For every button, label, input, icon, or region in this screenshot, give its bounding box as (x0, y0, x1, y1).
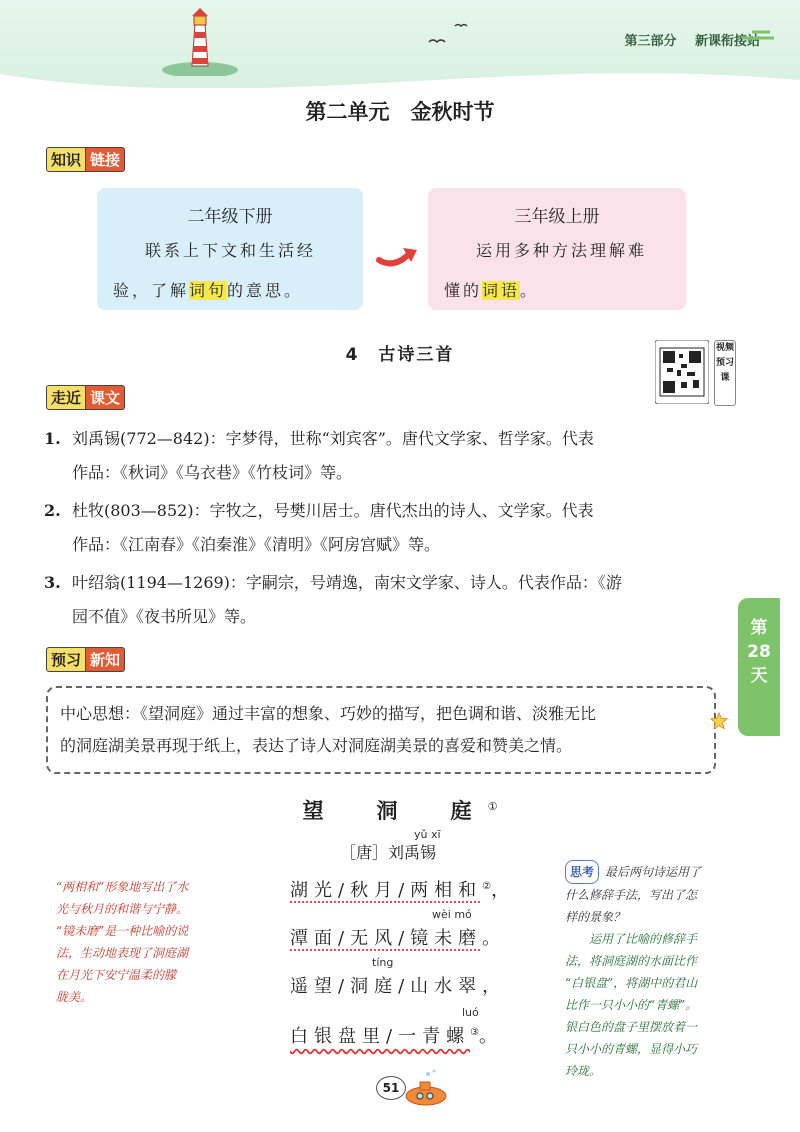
preview-tag-a: 预习 (46, 647, 86, 672)
intro-tag-a: 走近 (46, 385, 86, 410)
poem-line-end: ， (491, 880, 516, 901)
author-item-1 (44, 422, 724, 490)
left-note-line: “镜未磨”是一种比喻的说 (56, 924, 189, 938)
question-line: 最后两句诗运用了 (605, 865, 702, 879)
line3-pinyin: tíng (372, 956, 394, 969)
line2-pinyin: wèi mó (432, 908, 472, 921)
answer-line: “白银盘”，将湖中的君山 (565, 976, 698, 990)
poem-line-note: ② (482, 881, 492, 892)
author-item-line2: 园不值》《夜书所见》等。 (72, 607, 257, 626)
poem-line-2 (290, 924, 506, 950)
poem-line-1 (290, 876, 515, 902)
preview-tag-b: 新知 (86, 647, 125, 672)
day-side-tab[interactable] (738, 598, 780, 736)
left-note-line: 在月光下安宁温柔的朦 (56, 968, 177, 982)
unit-title: 第二单元 金秋时节 (305, 100, 495, 124)
intro-tag (46, 384, 125, 410)
banner-wave (0, 60, 800, 100)
left-note-line: 光与秋月的和谐与宁静。 (56, 902, 189, 916)
intro-tag-b: 课文 (86, 385, 125, 410)
poem-line-end: ， (482, 976, 507, 997)
poem-line-text: 湖光/秋月/两相和 (290, 880, 483, 901)
lighthouse-icon (160, 6, 240, 76)
day-tab-line3: 天 (750, 666, 768, 686)
qr-label: 视频预习课 (714, 340, 736, 406)
author-item-line1: 叶绍翁(1194—1269)：字嗣宗，号靖逸，南宋文学家、诗人。代表作品：《游 (72, 573, 622, 592)
author-item-2 (44, 494, 724, 562)
left-note-line: 法，生动地表现了洞庭湖 (56, 946, 189, 960)
poem-line-end: 。 (482, 928, 507, 949)
grade-two-text (97, 227, 363, 311)
poem-line-end: 。 (479, 1026, 504, 1047)
left-annotation (56, 876, 224, 1008)
submarine-icon (398, 1068, 450, 1108)
header-decoration-icon (738, 26, 778, 44)
poem-line-note: ③ (470, 1027, 480, 1038)
answer-line: 法，将洞庭湖的水面比作 (565, 954, 698, 968)
answer-line: 玲珑。 (565, 1064, 602, 1078)
poem-title-text: 望 洞 庭 (302, 799, 488, 823)
central-idea-box (46, 686, 716, 774)
author-item-line2: 作品：《江南春》《泊秦淮》《清明》《阿房宫赋》等。 (72, 535, 441, 554)
grade-two-line1: 联系上下文和生活经 (145, 241, 317, 260)
author-item-number: 2. (44, 501, 61, 520)
author-item-number: 3. (44, 573, 61, 592)
answer-line: 运用了比喻的修辞手 (589, 932, 698, 946)
poem-line-text: 遥望/洞庭/山水翠 (290, 976, 483, 997)
author-item-line1: 杜牧(803—852)：字牧之，号樊川居士。唐代杰出的诗人、文学家。代表 (72, 501, 594, 520)
author-item-number: 1. (44, 429, 61, 448)
grade-three-box (428, 188, 686, 310)
answer-line: 只小小的青螺，显得小巧 (565, 1042, 698, 1056)
qr-code-icon[interactable] (655, 340, 709, 404)
star-icon (710, 712, 728, 730)
grade-three-title: 三年级上册 (514, 207, 600, 227)
question-line: 样的景象？ (565, 910, 626, 924)
page-number: 51 (376, 1076, 406, 1100)
central-idea-line2: 的洞庭湖美景再现于纸上，表达了诗人对洞庭湖美景的喜爱和赞美之情。 (60, 736, 573, 755)
poem-title-note: ① (487, 800, 498, 813)
knowledge-tag-a: 知识 (46, 147, 86, 172)
header-part: 第三部分 (624, 34, 677, 49)
preview-tag (46, 646, 125, 672)
grade-two-box (97, 188, 363, 310)
grade-three-highlight: 词语 (482, 281, 521, 300)
birds-icon (425, 18, 475, 48)
grade-two-title: 二年级下册 (187, 207, 273, 227)
poem-author: ［唐］刘禹锡 (340, 843, 437, 862)
grade-two-highlight: 词句 (189, 281, 228, 300)
grade-two-line2-post: 的意思。 (227, 281, 304, 300)
day-tab-line1: 第 (750, 618, 768, 638)
grade-three-text (428, 227, 686, 311)
author-item-line2: 作品：《秋词》《乌衣巷》《竹枝词》等。 (72, 463, 353, 482)
poem-title (0, 795, 800, 825)
left-note-line: “两相和”形象地写出了水 (56, 880, 189, 894)
grade-two-line2-pre: 验，了解 (113, 281, 190, 300)
author-pinyin: yǔ xī (414, 828, 441, 841)
grade-three-line2-pre: 懂的 (444, 281, 483, 300)
grade-three-line1: 运用多种方法理解难 (476, 241, 648, 260)
central-idea-line1: 中心思想：《望洞庭》通过丰富的想象、巧妙的描写，把色调和谐、淡雅无比 (60, 704, 597, 723)
line4-pinyin: luó (462, 1006, 479, 1019)
lesson-title: 4 古诗三首 (345, 345, 455, 365)
knowledge-tag-b: 链接 (86, 147, 125, 172)
poem-line-text: 白银盘里/一青螺 (290, 1026, 471, 1047)
poem-line-text: 潭面/无风/镜未磨 (290, 928, 483, 949)
arrow-right-icon (375, 240, 421, 270)
grade-three-line2-post: 。 (520, 281, 540, 300)
poem-line-4 (290, 1022, 503, 1048)
left-note-line: 胧美。 (56, 990, 93, 1004)
author-item-line1: 刘禹锡(772—842)：字梦得，世称“刘宾客”。唐代文学家、哲学家。代表 (72, 429, 594, 448)
knowledge-link-tag (46, 146, 125, 172)
author-item-3 (44, 566, 724, 634)
think-tag: 思考 (565, 860, 599, 884)
question-line: 什么修辞手法，写出了怎 (565, 888, 698, 902)
answer-line: 银白色的盘子里摆放着一 (565, 1020, 698, 1034)
header-section: 新课衔接站 (694, 34, 760, 49)
day-tab-line2: 28 (747, 642, 771, 662)
poem-line-3 (290, 972, 506, 998)
right-annotation (565, 860, 740, 1082)
answer-line: 比作一只小小的“青螺”。 (565, 998, 698, 1012)
